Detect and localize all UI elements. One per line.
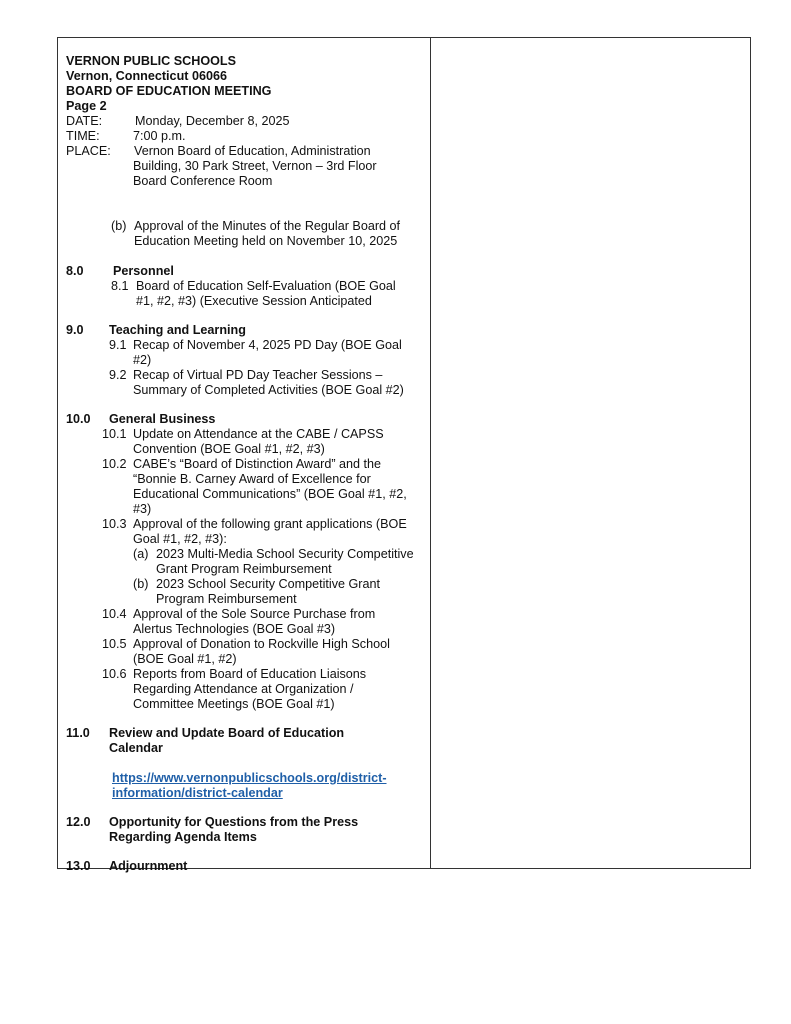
sub-item-text: 2023 School Security Competitive Grant	[156, 577, 381, 591]
agenda-column	[58, 38, 431, 873]
item-text: Summary of Completed Activities (BOE Goal #2)	[133, 383, 404, 397]
sub-item-marker: (b)	[133, 577, 149, 591]
place-line: Vernon Board of Education, Administration	[134, 144, 371, 158]
section-title: Personnel	[113, 264, 174, 278]
section-title: Calendar	[109, 741, 163, 755]
item-text: (BOE Goal #1, #2)	[133, 652, 237, 666]
place-line: Board Conference Room	[133, 174, 273, 188]
item-number: 10.5	[102, 637, 127, 651]
item-text: Reports from Board of Education Liaisons	[133, 667, 367, 681]
section-number: 13.0	[66, 859, 91, 873]
item-text: Board of Education Self-Evaluation (BOE Goal	[136, 279, 396, 293]
item-number: 8.1	[111, 279, 129, 293]
item-number: 10.1	[102, 427, 127, 441]
item-number: 10.6	[102, 667, 127, 681]
item-text: Approval of the Minutes of the Regular Board of	[134, 219, 401, 233]
item-text: #1, #2, #3) (Executive Session Anticipated	[136, 294, 372, 308]
item-text: CABE’s “Board of Distinction Award” and the	[133, 457, 382, 471]
district-location: Vernon, Connecticut 06066	[66, 69, 227, 83]
sub-item-text: Grant Program Reimbursement	[156, 562, 332, 576]
item-text: Alertus Technologies (BOE Goal #3)	[133, 622, 336, 636]
item-text: Convention (BOE Goal #1, #2, #3)	[133, 442, 325, 456]
item-marker: (b)	[111, 219, 127, 233]
item-number: 10.4	[102, 607, 127, 621]
section-title: Adjournment	[109, 859, 188, 873]
district-name: VERNON PUBLIC SCHOOLS	[66, 54, 237, 68]
item-text: Update on Attendance at the CABE / CAPSS	[133, 427, 384, 441]
place-line: Building, 30 Park Street, Vernon – 3rd Floor	[133, 159, 377, 173]
agenda-table	[57, 37, 751, 873]
item-text: Educational Communications” (BOE Goal #1, #2,	[133, 487, 407, 501]
item-number: 9.1	[109, 338, 127, 352]
item-text: Recap of November 4, 2025 PD Day (BOE Goal	[133, 338, 402, 352]
meeting-title: BOARD OF EDUCATION MEETING	[66, 84, 272, 98]
item-text: #2)	[133, 353, 152, 367]
item-text: “Bonnie B. Carney Award of Excellence for	[133, 472, 371, 486]
section-title: Opportunity for Questions from the Press	[109, 815, 359, 829]
section-number: 9.0	[66, 323, 84, 337]
empty-column	[431, 38, 750, 868]
section-title: Review and Update Board of Education	[109, 726, 345, 740]
section-number: 10.0	[66, 412, 91, 426]
time-value: 7:00 p.m.	[133, 129, 186, 143]
item-text: Regarding Attendance at Organization /	[133, 682, 354, 696]
date-label: DATE:	[66, 114, 103, 128]
item-number: 10.3	[102, 517, 127, 531]
sub-item-marker: (a)	[133, 547, 149, 561]
item-text: Recap of Virtual PD Day Teacher Sessions –	[133, 368, 383, 382]
item-text: Approval of the Sole Source Purchase from	[133, 607, 376, 621]
place-label: PLACE:	[66, 144, 111, 158]
item-number: 9.2	[109, 368, 127, 382]
section-title: General Business	[109, 412, 216, 426]
section-number: 12.0	[66, 815, 91, 829]
section-title: Teaching and Learning	[109, 323, 246, 337]
calendar-link[interactable]: information/district-calendar	[112, 786, 283, 800]
item-text: Goal #1, #2, #3):	[133, 532, 227, 546]
section-title: Regarding Agenda Items	[109, 830, 257, 844]
sub-item-text: 2023 Multi-Media School Security Competitive	[156, 547, 414, 561]
date-value: Monday, December 8, 2025	[135, 114, 290, 128]
item-text: Approval of the following grant applications (BOE	[133, 517, 407, 531]
item-number: 10.2	[102, 457, 127, 471]
page-number: Page 2	[66, 99, 107, 113]
time-label: TIME:	[66, 129, 100, 143]
sub-item-text: Program Reimbursement	[156, 592, 297, 606]
item-text: #3)	[133, 502, 152, 516]
calendar-link[interactable]: https://www.vernonpublicschools.org/district-	[112, 771, 387, 785]
item-text: Education Meeting held on November 10, 2025	[134, 234, 398, 248]
item-text: Approval of Donation to Rockville High School	[133, 637, 390, 651]
item-text: Committee Meetings (BOE Goal #1)	[133, 697, 335, 711]
section-number: 11.0	[66, 726, 90, 740]
section-number: 8.0	[66, 264, 84, 278]
